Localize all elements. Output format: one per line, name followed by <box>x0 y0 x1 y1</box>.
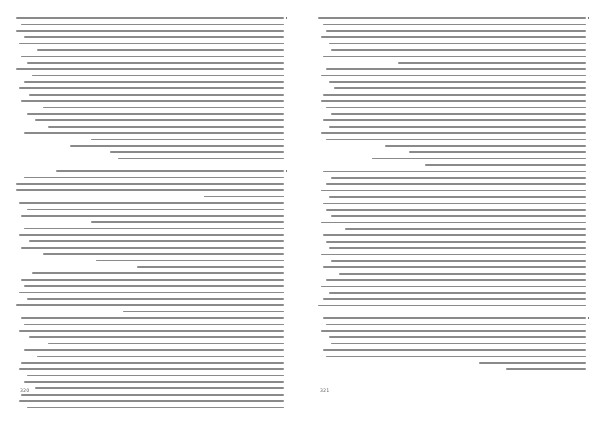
text-line <box>16 22 284 26</box>
text-line <box>16 42 284 46</box>
text-line-glyphs <box>56 170 284 172</box>
text-line-glyphs <box>110 151 284 153</box>
text-line-glyphs <box>323 171 586 173</box>
text-line-glyphs <box>21 362 284 364</box>
text-line <box>16 67 284 71</box>
text-line-glyphs <box>24 177 284 179</box>
text-line <box>318 16 586 20</box>
text-line <box>16 150 284 154</box>
text-line-glyphs <box>21 56 284 58</box>
text-line-glyphs <box>321 330 586 332</box>
text-line <box>318 201 586 205</box>
text-line <box>318 278 586 282</box>
page-number: 321 <box>320 389 330 394</box>
text-line <box>16 35 284 39</box>
left-text-column <box>16 16 284 412</box>
text-line <box>16 48 284 52</box>
text-line <box>318 322 586 326</box>
text-line <box>318 176 586 180</box>
text-line-glyphs <box>326 279 586 281</box>
text-line-glyphs <box>19 43 284 45</box>
text-line <box>318 252 586 256</box>
text-line <box>318 112 586 116</box>
text-line-glyphs <box>29 240 284 242</box>
text-line <box>318 208 586 212</box>
text-line <box>16 99 284 103</box>
text-line <box>16 118 284 122</box>
text-line <box>318 80 586 84</box>
text-line <box>16 201 284 205</box>
text-line <box>16 112 284 116</box>
text-line <box>318 67 586 71</box>
text-line-glyphs <box>321 286 586 288</box>
text-line <box>16 348 284 352</box>
text-line-glyphs <box>123 311 284 313</box>
text-line-glyphs <box>321 222 586 224</box>
text-line-glyphs <box>27 298 284 300</box>
text-line-glyphs <box>21 247 284 249</box>
text-line <box>318 22 586 26</box>
text-line <box>16 284 284 288</box>
text-line <box>318 93 586 97</box>
text-line <box>318 272 586 276</box>
text-line-glyphs <box>318 305 586 307</box>
text-line-glyphs <box>91 221 284 223</box>
text-line <box>318 99 586 103</box>
text-line-glyphs <box>329 336 586 338</box>
text-line <box>16 290 284 294</box>
text-line-glyphs <box>323 317 586 319</box>
text-line-glyphs <box>96 260 284 262</box>
text-line-glyphs <box>329 126 586 128</box>
text-line-glyphs <box>326 209 586 211</box>
text-line-glyphs <box>329 43 586 45</box>
text-line <box>16 80 284 84</box>
text-line <box>318 284 586 288</box>
text-line-glyphs <box>323 56 586 58</box>
text-line-glyphs <box>326 107 586 109</box>
text-line-glyphs <box>37 356 284 358</box>
text-line <box>16 399 284 403</box>
text-line-glyphs <box>331 49 586 51</box>
text-line-glyphs <box>326 183 586 185</box>
text-line-glyphs <box>318 17 586 19</box>
text-line <box>318 157 586 161</box>
text-line-glyphs <box>48 343 284 345</box>
text-line-glyphs <box>35 119 284 121</box>
text-line-glyphs <box>24 132 284 134</box>
text-line <box>318 144 586 148</box>
text-line <box>16 373 284 377</box>
text-line-glyphs <box>321 36 586 38</box>
text-line <box>16 74 284 78</box>
text-line-glyphs <box>321 75 586 77</box>
text-line-glyphs <box>326 356 586 358</box>
text-line <box>16 310 284 314</box>
text-line-glyphs <box>43 107 284 109</box>
text-line <box>16 227 284 231</box>
text-line <box>318 361 586 365</box>
text-line-glyphs <box>331 215 586 217</box>
text-line <box>16 233 284 237</box>
text-line-glyphs <box>24 324 284 326</box>
text-line-glyphs <box>37 49 284 51</box>
text-line-glyphs <box>323 119 586 121</box>
text-line-glyphs <box>43 253 284 255</box>
text-line-glyphs <box>331 260 586 262</box>
text-line <box>318 265 586 269</box>
text-line-glyphs <box>118 158 284 160</box>
text-line-glyphs <box>323 234 586 236</box>
text-line-glyphs <box>326 68 586 70</box>
text-line <box>318 329 586 333</box>
text-line <box>16 182 284 186</box>
text-line-glyphs <box>323 203 586 205</box>
text-line-glyphs <box>16 183 284 185</box>
text-line-glyphs <box>331 113 586 115</box>
text-line-glyphs <box>35 387 284 389</box>
text-line <box>318 182 586 186</box>
text-line <box>16 195 284 199</box>
text-line-glyphs <box>16 30 284 32</box>
text-line-glyphs <box>326 241 586 243</box>
text-line <box>16 29 284 33</box>
text-line <box>16 16 284 20</box>
text-line-glyphs <box>326 30 586 32</box>
text-line-glyphs <box>326 324 586 326</box>
text-line <box>16 54 284 58</box>
text-line-glyphs <box>29 94 284 96</box>
text-line-glyphs <box>506 368 586 370</box>
text-line <box>318 297 586 301</box>
text-line <box>318 367 586 371</box>
text-line-glyphs <box>27 375 284 377</box>
text-line <box>318 240 586 244</box>
text-line <box>16 258 284 262</box>
text-line <box>16 246 284 250</box>
text-line-glyphs <box>21 279 284 281</box>
text-line-glyphs <box>19 400 284 402</box>
text-line <box>16 297 284 301</box>
text-line-glyphs <box>323 266 586 268</box>
text-line-glyphs <box>19 292 284 294</box>
text-line-glyphs <box>137 266 284 268</box>
text-line <box>16 131 284 135</box>
text-line <box>16 86 284 90</box>
text-line-glyphs <box>19 234 284 236</box>
text-line <box>16 405 284 409</box>
text-line-glyphs <box>27 209 284 211</box>
text-line <box>318 246 586 250</box>
text-line <box>16 252 284 256</box>
text-line <box>16 265 284 269</box>
text-line-glyphs <box>70 145 284 147</box>
text-line <box>318 105 586 109</box>
text-line <box>16 220 284 224</box>
text-line <box>318 304 586 308</box>
text-line-glyphs <box>24 285 284 287</box>
text-line <box>318 163 586 167</box>
text-line <box>318 316 586 320</box>
text-line <box>318 86 586 90</box>
text-line-glyphs <box>425 164 586 166</box>
text-line-glyphs <box>329 196 586 198</box>
text-line-glyphs <box>409 151 586 153</box>
text-line-glyphs <box>21 317 284 319</box>
text-line-glyphs <box>29 336 284 338</box>
text-line <box>318 48 586 52</box>
text-line <box>16 354 284 358</box>
text-line-glyphs <box>398 62 586 64</box>
text-line <box>16 144 284 148</box>
text-line-glyphs <box>24 381 284 383</box>
text-line <box>318 42 586 46</box>
text-line-glyphs <box>385 145 586 147</box>
text-line-glyphs <box>48 126 284 128</box>
text-line <box>318 233 586 237</box>
text-line <box>16 239 284 243</box>
text-line <box>318 169 586 173</box>
text-line <box>318 61 586 65</box>
text-line-glyphs <box>24 81 284 83</box>
page-number: 320 <box>20 389 30 394</box>
text-line-glyphs <box>91 139 284 141</box>
text-line-glyphs <box>339 273 586 275</box>
text-line-glyphs <box>19 330 284 332</box>
text-line <box>16 137 284 141</box>
text-line <box>318 348 586 352</box>
text-line <box>16 367 284 371</box>
text-line <box>16 278 284 282</box>
text-line <box>318 35 586 39</box>
text-line-glyphs <box>372 158 586 160</box>
text-line <box>318 335 586 339</box>
text-line-glyphs <box>27 62 284 64</box>
text-line-glyphs <box>329 81 586 83</box>
text-line <box>16 303 284 307</box>
text-line <box>318 291 586 295</box>
text-line <box>16 188 284 192</box>
text-line <box>16 329 284 333</box>
text-line <box>16 335 284 339</box>
text-line-glyphs <box>21 394 284 396</box>
text-line-glyphs <box>323 24 586 26</box>
text-line <box>318 195 586 199</box>
text-line-glyphs <box>16 17 284 19</box>
text-line <box>16 322 284 326</box>
text-line-glyphs <box>321 100 586 102</box>
text-line-glyphs <box>323 298 586 300</box>
right-text-column <box>318 16 586 373</box>
text-line <box>16 386 284 390</box>
text-line <box>318 137 586 141</box>
text-line-glyphs <box>204 196 284 198</box>
text-line-glyphs <box>27 113 284 115</box>
text-line <box>318 118 586 122</box>
text-line <box>16 271 284 275</box>
text-line-glyphs <box>24 349 284 351</box>
right-page <box>300 0 600 424</box>
text-line-glyphs <box>479 362 586 364</box>
text-line-glyphs <box>19 87 284 89</box>
text-line-glyphs <box>16 68 284 70</box>
text-line <box>318 259 586 263</box>
text-line-glyphs <box>326 139 586 141</box>
text-line-glyphs <box>27 407 284 409</box>
text-line-glyphs <box>323 349 586 351</box>
text-line <box>16 393 284 397</box>
text-line <box>318 150 586 154</box>
text-line-glyphs <box>32 75 284 77</box>
text-line <box>16 342 284 346</box>
text-line <box>318 214 586 218</box>
text-line-glyphs <box>21 24 284 26</box>
text-line <box>318 221 586 225</box>
text-line <box>318 125 586 129</box>
text-line-glyphs <box>331 177 586 179</box>
text-line-glyphs <box>321 190 586 192</box>
text-line <box>16 93 284 97</box>
text-line-glyphs <box>16 189 284 191</box>
text-line-glyphs <box>331 343 586 345</box>
text-line <box>16 105 284 109</box>
text-line <box>16 207 284 211</box>
text-line <box>16 380 284 384</box>
text-line-glyphs <box>16 304 284 306</box>
text-line-glyphs <box>345 228 586 230</box>
text-line <box>16 169 284 173</box>
text-line <box>16 316 284 320</box>
text-line <box>16 361 284 365</box>
text-line-glyphs <box>24 228 284 230</box>
text-line-glyphs <box>32 272 284 274</box>
text-line <box>16 157 284 161</box>
text-line-glyphs <box>334 87 586 89</box>
text-line <box>16 125 284 129</box>
text-line-glyphs <box>321 132 586 134</box>
text-line-glyphs <box>329 292 586 294</box>
text-line-glyphs <box>21 100 284 102</box>
text-line-glyphs <box>24 36 284 38</box>
text-line-glyphs <box>323 94 586 96</box>
text-line <box>318 354 586 358</box>
text-line-glyphs <box>19 368 284 370</box>
text-line-glyphs <box>19 202 284 204</box>
text-line <box>318 74 586 78</box>
text-line-glyphs <box>21 215 284 217</box>
text-line <box>318 29 586 33</box>
text-line <box>318 54 586 58</box>
text-line-glyphs <box>329 247 586 249</box>
text-line <box>16 175 284 179</box>
text-line-glyphs <box>321 254 586 256</box>
text-line <box>318 342 586 346</box>
text-line <box>16 61 284 65</box>
text-line <box>318 131 586 135</box>
text-line <box>16 214 284 218</box>
text-line <box>318 189 586 193</box>
text-line <box>318 227 586 231</box>
